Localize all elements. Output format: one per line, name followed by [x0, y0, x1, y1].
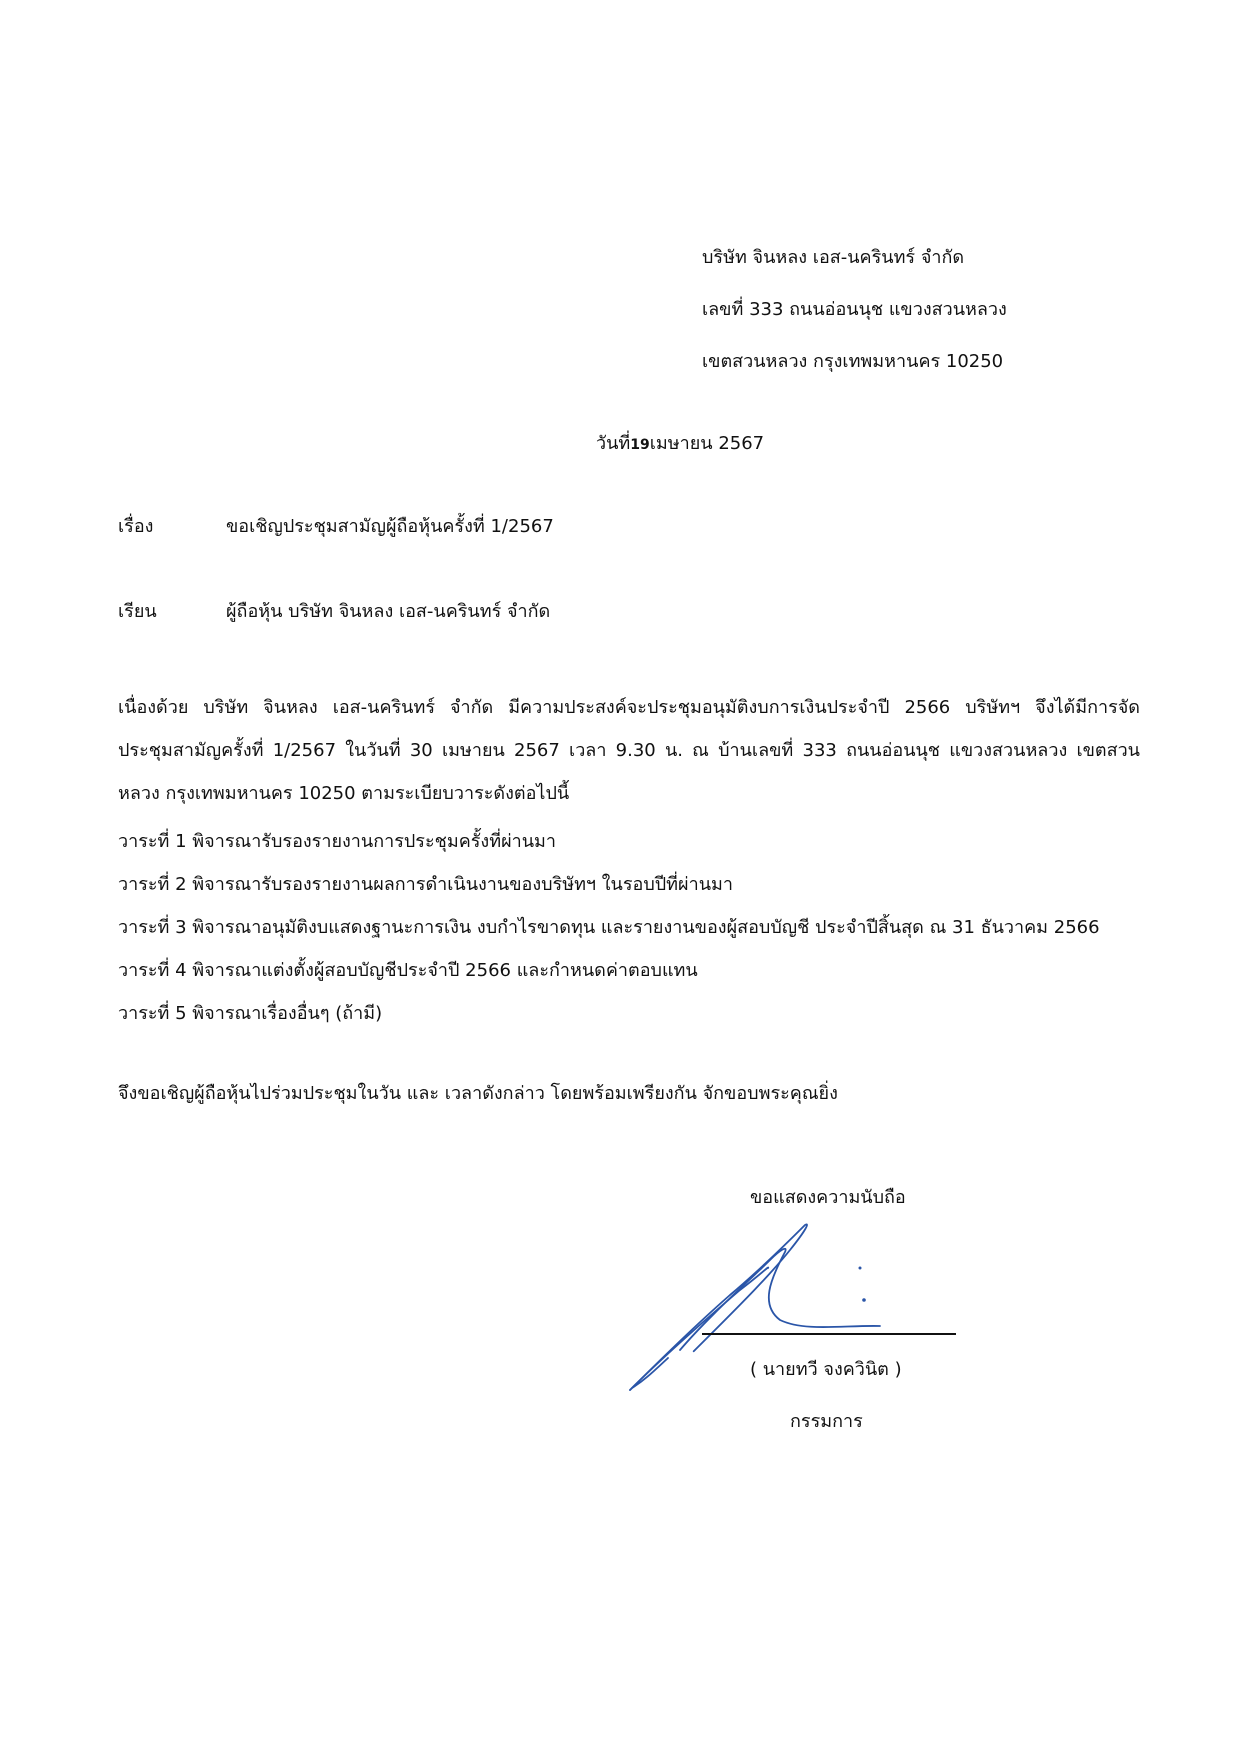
- date-month-year: เมษายน 2567: [649, 433, 765, 454]
- sender-company: บริษัท จินหลง เอส-นครินทร์ จำกัด: [702, 247, 965, 268]
- body-line-3: หลวง กรุงเทพมหานคร 10250 ตามระเบียบวาระดังต่อไปนี้: [118, 783, 570, 804]
- regards-text: ขอแสดงความนับถือ: [750, 1187, 906, 1208]
- body-line-1: เนื่องด้วย บริษัท จินหลง เอส-นครินทร์ จำกัด มีความประสงค์จะประชุมอนุมัติงบการเงินประจำปี 2566 บริษัทฯ จึงได้มีการจัด: [118, 697, 1140, 718]
- agenda-item-2: วาระที่ 2 พิจารณารับรองรายงานผลการดำเนินงานของบริษัทฯ ในรอบปีที่ผ่านมา: [118, 874, 733, 895]
- closing-sentence: จึงขอเชิญผู้ถือหุ้นไปร่วมประชุมในวัน และ เวลาดังกล่าว โดยพร้อมเพรียงกัน จักขอบพระคุณยิ่ง: [118, 1083, 838, 1104]
- letter-date: [596, 432, 764, 457]
- subject-label: เรื่อง: [118, 516, 154, 537]
- agenda-item-5: วาระที่ 5 พิจารณาเรื่องอื่นๆ (ถ้ามี): [118, 1003, 383, 1024]
- signatory-name: ( นายทวี จงควินิต ): [750, 1359, 902, 1380]
- recipient-label: เรียน: [118, 601, 157, 622]
- agenda-item-1: วาระที่ 1 พิจารณารับรองรายงานการประชุมครั้งที่ผ่านมา: [118, 831, 557, 852]
- signatory-title: กรรมการ: [790, 1411, 863, 1432]
- body-paragraph: [118, 686, 1140, 815]
- agenda-item-4: วาระที่ 4 พิจารณาแต่งตั้งผู้สอบบัญชีประจำปี 2566 และกำหนดค่าตอบแทน: [118, 960, 698, 981]
- sender-address-line2: เขตสวนหลวง กรุงเทพมหานคร 10250: [702, 351, 1004, 372]
- subject-value: ขอเชิญประชุมสามัญผู้ถือหุ้นครั้งที่ 1/2567: [226, 516, 554, 537]
- date-day: 19: [630, 437, 650, 453]
- recipient-value: ผู้ถือหุ้น บริษัท จินหลง เอส-นครินทร์ จำกัด: [226, 601, 551, 622]
- signature-line: [702, 1333, 956, 1335]
- date-prefix: วันที่: [596, 433, 631, 454]
- sender-address-line1: เลขที่ 333 ถนนอ่อนนุช แขวงสวนหลวง: [702, 299, 1007, 320]
- agenda-item-3: วาระที่ 3 พิจารณาอนุมัติงบแสดงฐานะการเงิน งบกำไรขาดทุน และรายงานของผู้สอบบัญชี ประจำปีสิ้นสุด ณ 31 ธันวาคม 2566: [118, 917, 1100, 938]
- body-line-2: ประชุมสามัญครั้งที่ 1/2567 ในวันที่ 30 เมษายน 2567 เวลา 9.30 น. ณ บ้านเลขที่ 333 ถนนอ่อนนุช แขวงสวนหลวง เขตสวน: [118, 740, 1140, 761]
